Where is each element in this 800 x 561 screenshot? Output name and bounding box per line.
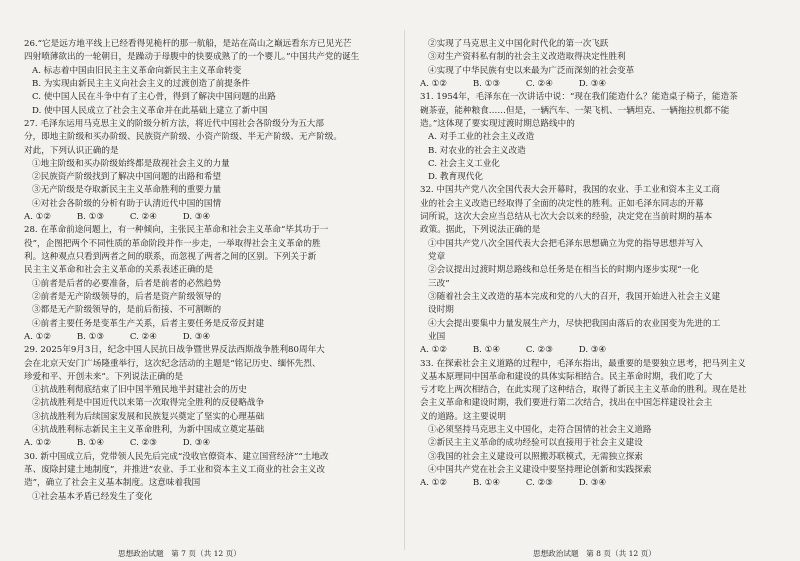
- option-line: ④实现了中华民族有史以来最为广泛而深刻的社会变革: [428, 65, 635, 76]
- option-line: ③抗战胜利为后续国家发展和民族复兴奠定了坚实的心理基础: [32, 411, 265, 422]
- option-line: ③随着社会主义改造的基本完成和党的八大的召开，我国开始进入社会主义建: [428, 291, 721, 302]
- option-line: 党章: [428, 252, 446, 262]
- question-text-line: 词所说，这次大会应当总结从七次大会以来的经验，决定党在当前时期的基本: [420, 212, 713, 223]
- page-8-footer: 思想政治试题 第 8 页（共 12 页）: [533, 549, 656, 558]
- question-text-line: 碗茶壶，能种粮食……但是，一辆汽车、一架飞机、一辆坦克、一辆拖拉机都不能: [420, 105, 730, 116]
- option-line: ②抗战胜利是中国近代以来第一次取得完全胜利的反侵略战争: [32, 398, 265, 409]
- option-line: ②实现了马克思主义中国化时代化的第一次飞跃: [428, 39, 609, 49]
- page-7-footer: 思想政治试题 第 7 页（共 12 页）: [118, 549, 241, 558]
- answer-choices-line: A. ①② B. ①③ C. ②④ D. ③④: [420, 78, 607, 89]
- option-line: ④对社会各阶级的分析有助于认清近代中国的国情: [32, 198, 222, 209]
- question-text-line: 造”，确立了社会主义基本制度。这意味着我国: [24, 478, 201, 489]
- option-line: ③对生产资料私有制的社会主义改造取得决定性胜利: [428, 52, 626, 63]
- page-7-column: [24, 38, 396, 553]
- answer-choices-line: A. ①② B. ①④ C. ②③ D. ③④: [24, 438, 211, 449]
- option-line: B. 对农业的社会主义改造: [428, 145, 526, 156]
- option-line: ②前者是无产阶级领导的，后者是资产阶级领导的: [32, 291, 222, 302]
- option-line: ②会议提出过渡时期总路线和总任务是在相当长的时期内逐步实现“一化: [428, 265, 699, 276]
- question-text-line: 28. 在革命前途问题上，有一种倾向，主张民主革命和社会主义革命“毕其功于一: [24, 225, 329, 236]
- option-line: D. 使中国人民成立了社会主义革命并在此基础上建立了新中国: [32, 105, 268, 116]
- question-text-line: 会主义革命和建设时期，我们要进行第二次结合，找出在中国怎样建设社会主: [420, 398, 713, 409]
- option-line: ①地主阶级和买办阶级始终都是敌视社会主义的力量: [32, 158, 230, 169]
- option-line: ①社会基本矛盾已经发生了变化: [32, 491, 153, 502]
- option-line: 业国: [428, 331, 446, 342]
- question-text-line: 亏才吃上两次相结合，在此实现了这种结合，取得了新民主主义革命的胜利。现在是社: [420, 385, 747, 396]
- question-text-line: 义基本原理同中国革命和建设的具体实际相结合。民主革命时期，我们吃了大: [420, 371, 713, 382]
- question-text-line: 利。这种观点只看到两者之间的联系，而忽视了两者之间的区别。下列关于新: [24, 252, 317, 262]
- answer-choices-line: A. ①② B. ①④ C. ②③ D. ③④: [420, 478, 607, 489]
- option-line: A. 标志着中国由旧民主主义革命向新民主主义革命转变: [32, 65, 242, 76]
- option-line: ④前者主要任务是变革生产关系，后者主要任务是反帝反封建: [32, 318, 265, 329]
- option-line: ③无产阶级是夺取新民主主义革命胜利的重要力量: [32, 185, 222, 196]
- question-text-line: 29. 2025年9月3日，纪念中国人民抗日战争暨世界反法西斯战争胜利80周年大: [24, 345, 325, 356]
- option-line: ③都是无产阶级领导的，是前后衔接、不可割断的: [32, 305, 222, 316]
- question-text-line: 珍爱和平、开创未来”。下列说法正确的是: [24, 371, 184, 382]
- option-line: ④抗战胜利标志新民主主义革命胜利，为新中国成立奠定基础: [32, 425, 265, 436]
- option-line: C. 社会主义工业化: [428, 158, 500, 169]
- option-line: ①抗战胜利彻底结束了旧中国半殖民地半封建社会的历史: [32, 385, 247, 396]
- option-line: ①必须坚持马克思主义中国化，走符合国情的社会主义道路: [428, 425, 652, 436]
- question-text-line: 业的社会主义改造已经取得了全面的决定性的胜利。正如毛泽东同志的开幕: [420, 198, 704, 209]
- option-line: ①前者是后者的必要准备，后者是前者的必然趋势: [32, 278, 222, 289]
- question-text-line: 30. 新中国成立后，党带领人民先后完成“没收官僚资本、建立国营经济”“土地改: [24, 451, 329, 462]
- question-text-line: 革、废除封建土地制度”，并推进“农业、手工业和资本主义工商业的社会主义改: [24, 465, 325, 475]
- page-8-column: [420, 38, 792, 553]
- question-text-line: 27. 毛泽东运用马克思主义的阶级分析方法，将近代中国社会各阶级分为五大部: [24, 118, 324, 129]
- question-text-line: 会在北京天安门广场隆重举行，这次纪念活动的主题是“铭记历史、缅怀先烈、: [24, 358, 321, 369]
- option-line: D. 教育现代化: [428, 172, 484, 183]
- question-text-line: 26.“它是远方地平线上已经看得见桅杆的那一航船，是站在高山之巅远看东方已见光芒: [24, 39, 352, 49]
- option-line: A. 对手工业的社会主义改造: [428, 132, 535, 143]
- option-line: ②民族资产阶级找到了解决中国问题的出路和希望: [32, 172, 222, 183]
- option-line: ④中国共产党在社会主义建设中要坚持理论创新和实践探索: [428, 465, 652, 475]
- answer-choices-line: A. ①② B. ①④ C. ②③ D. ③④: [420, 345, 607, 356]
- page-divider: [404, 30, 405, 550]
- option-line: 设时期: [428, 305, 454, 316]
- question-text-line: 31. 1954年，毛泽东在一次讲话中说：“现在我们能造什么？能造桌子椅子，能造茶: [420, 92, 738, 103]
- option-line: C. 使中国人民在斗争中有了主心骨，得到了解决中国问题的出路: [32, 92, 276, 103]
- answer-choices-line: A. ①② B. ①③ C. ②④ D. ③④: [24, 331, 211, 342]
- option-line: 三改”: [428, 278, 450, 289]
- question-text-line: 政策。据此，下列说法正确的是: [420, 225, 541, 236]
- question-text-line: 四射喷薄欲出的一轮朝日，是躁动于母腹中的快要成熟了的一个婴儿。”中国共产党的诞生: [24, 52, 360, 63]
- option-line: ④大会提出要集中力量发展生产力，尽快把我国由落后的农业国变为先进的工: [428, 318, 721, 329]
- option-line: B. 为实现由新民主主义向社会主义的过渡创造了前提条件: [32, 78, 251, 89]
- question-text-line: 义的道路。这主要说明: [420, 411, 506, 422]
- option-line: ②新民主主义革命的成功经验可以直接用于社会主义建设: [428, 438, 643, 449]
- question-text-line: 役”，企图把两个不同性质的革命阶段并作一步走，一举取得社会主义革命的胜: [24, 238, 321, 249]
- option-line: ①中国共产党八次全国代表大会把毛泽东思想确立为党的指导思想并写入: [428, 238, 704, 249]
- question-text-line: 33. 在探索社会主义道路的过程中，毛泽东指出，最重要的是要独立思考，把马列主义: [420, 358, 746, 369]
- question-text-line: 造。”这体现了要实现过渡时期总路线中的: [420, 118, 575, 129]
- question-text-line: 32. 中国共产党八次全国代表大会开幕时，我国的农业、手工业和资本主义工商: [420, 185, 720, 196]
- answer-choices-line: A. ①② B. ①③ C. ②④ D. ③④: [24, 212, 211, 223]
- option-line: ③我国的社会主义建设可以照搬苏联模式，无需独立探索: [428, 451, 643, 462]
- question-text-line: 民主主义革命和社会主义革命的关系表述正确的是: [24, 265, 214, 276]
- question-text-line: 对此，下列认识正确的是: [24, 145, 119, 156]
- question-text-line: 分，即地主阶级和买办阶级、民族资产阶级、小资产阶级、半无产阶级、无产阶级。: [24, 132, 342, 143]
